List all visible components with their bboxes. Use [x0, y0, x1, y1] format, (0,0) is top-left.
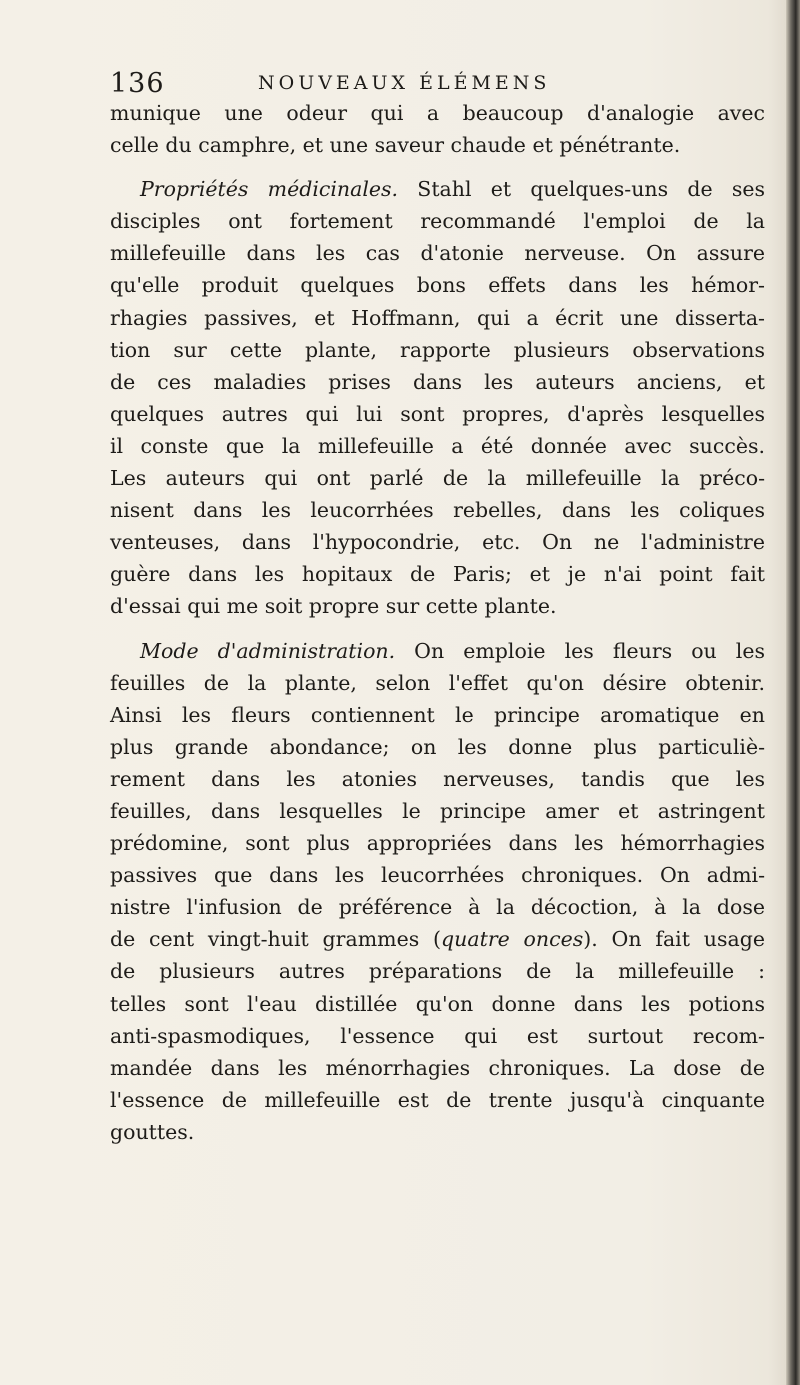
text-line: guère dans les hopitaux de Paris; et je n'ai point fait: [110, 562, 765, 587]
text-line: anti-spasmodiques, l'essence qui est surtout recom-: [110, 1023, 765, 1048]
running-title: NOUVEAUX ÉLÉMENS: [258, 72, 551, 94]
text-line: prédomine, sont plus appropriées dans les hémorrhagies: [110, 831, 765, 856]
page-gutter-shadow: [786, 0, 800, 1385]
text-line: Ainsi les fleurs contiennent le principe aromatique en: [110, 702, 765, 727]
text-line: venteuses, dans l'hypocondrie, etc. On ne l'administre: [110, 530, 765, 555]
text-line: rhagies passives, et Hoffmann, qui a écrit une disserta-: [110, 305, 765, 330]
section-heading: Propriétés médicinales.: [140, 177, 399, 202]
text-line: celle du camphre, et une saveur chaude et pénétrante.: [110, 133, 681, 158]
text-line: passives que dans les leucorrhées chroniques. On admi-: [110, 863, 765, 888]
text-line: telles sont l'eau distillée qu'on donne dans les potions: [110, 991, 765, 1016]
text-line: nistre l'infusion de préférence à la décoction, à la dose: [110, 895, 765, 920]
text-line: feuilles, dans lesquelles le principe amer et astringent: [110, 798, 765, 823]
text-line: Les auteurs qui ont parlé de la millefeuille la préco-: [110, 466, 765, 491]
text-line: l'essence de millefeuille est de trente jusqu'à cinquante: [110, 1087, 765, 1112]
text-run: de cent vingt-huit grammes (: [110, 927, 442, 952]
text-line: millefeuille dans les cas d'atonie nerveuse. On assure: [110, 241, 765, 266]
page-number: 136: [110, 68, 165, 99]
text-line: quelques autres qui lui sont propres, d'après lesquelles: [110, 401, 765, 426]
text-run: Stahl et quelques-uns de ses: [398, 177, 765, 202]
paragraph-first-line: [110, 635, 765, 667]
body-text: [110, 97, 765, 1148]
text-line: il conste que la millefeuille a été donnée avec succès.: [110, 433, 765, 458]
text-line: disciples ont fortement recommandé l'emploi de la: [110, 209, 765, 234]
text-line: plus grande abondance; on les donne plus particuliè-: [110, 734, 765, 759]
text-run: ). On fait usage: [583, 927, 765, 952]
text-line: rement dans les atonies nerveuses, tandis que les: [110, 766, 765, 791]
text-line: nisent dans les leucorrhées rebelles, dans les coliques: [110, 498, 765, 523]
text-line: mandée dans les ménorrhagies chroniques. La dose de: [110, 1055, 765, 1080]
text-line: d'essai qui me soit propre sur cette plante.: [110, 594, 557, 619]
text-line: feuilles de la plante, selon l'effet qu'on désire obtenir.: [110, 670, 765, 695]
text-line: qu'elle produit quelques bons effets dans les hémor-: [110, 273, 765, 298]
italic-text-run: quatre onces: [441, 927, 584, 952]
text-line: munique une odeur qui a beaucoup d'analogie avec: [110, 101, 765, 125]
text-line: gouttes.: [110, 1119, 195, 1144]
text-line: de plusieurs autres préparations de la millefeuille :: [110, 959, 765, 984]
section-heading: Mode d'administration.: [140, 638, 396, 663]
text-line: tion sur cette plante, rapporte plusieurs observations: [110, 337, 765, 362]
text-run: On emploie les fleurs ou les: [395, 638, 765, 663]
paragraph-first-line: [110, 173, 765, 205]
text-line: [110, 923, 765, 955]
text-line: de ces maladies prises dans les auteurs anciens, et: [110, 369, 765, 394]
